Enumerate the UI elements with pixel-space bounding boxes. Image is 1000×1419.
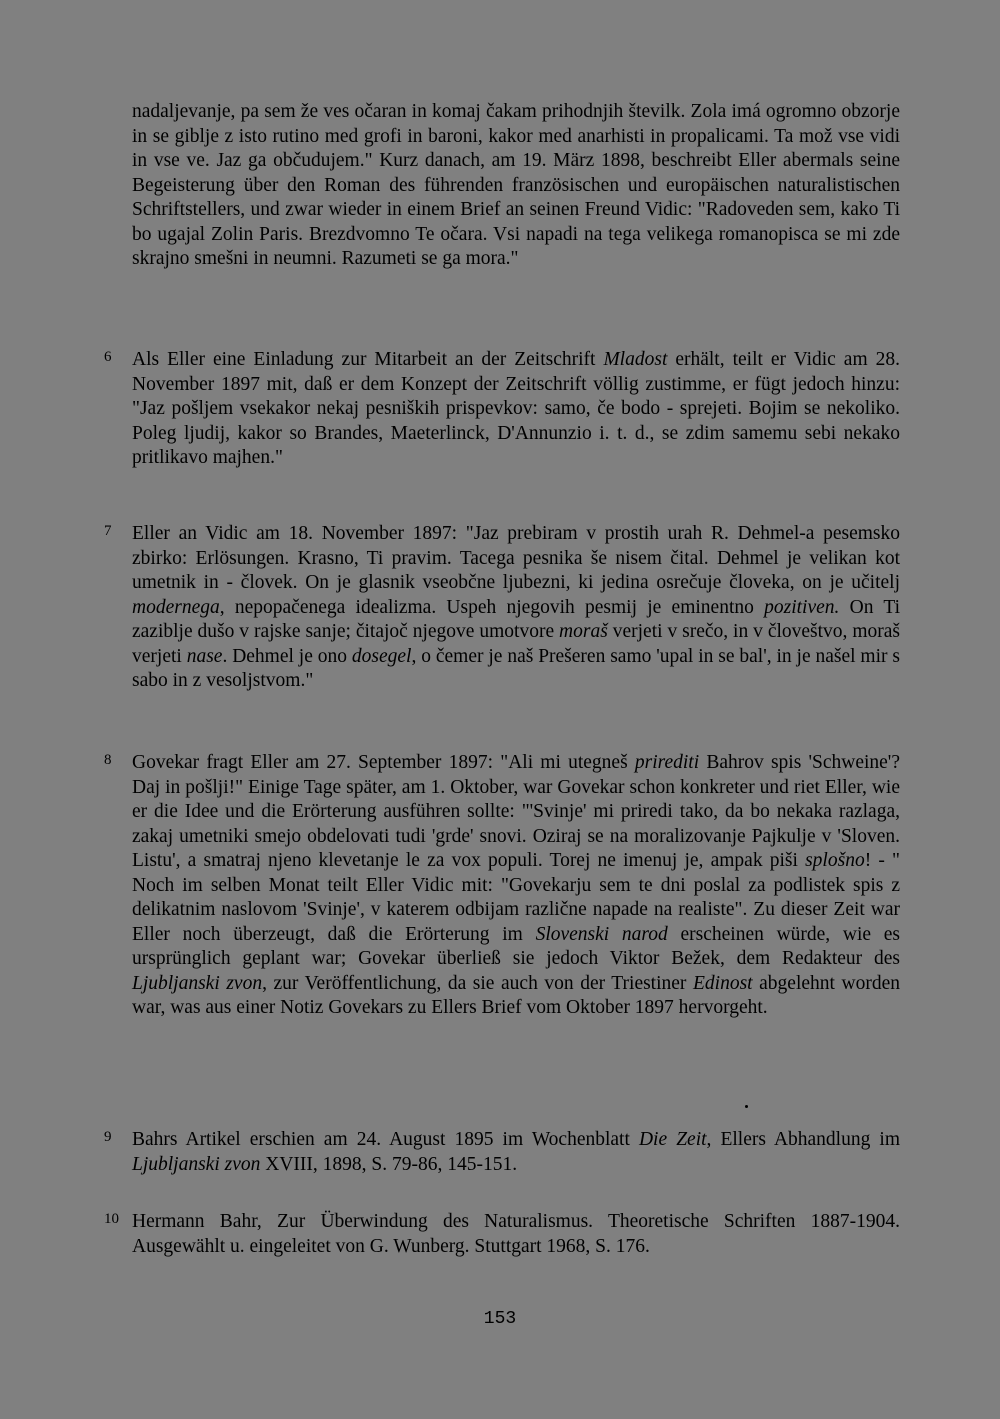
page-number: 153: [483, 1309, 517, 1329]
text-run: Als Eller eine Einladung zur Mitarbeit an der Zeitschrift: [132, 349, 604, 370]
footnote-number-10: 10: [104, 1211, 119, 1227]
text-run: Govekar fragt Eller am 27. September 1897: "Ali mi utegneš: [132, 752, 635, 773]
italic-run: Ljubljanski zvon: [132, 1153, 261, 1175]
footnote-number-8: 8: [104, 752, 112, 768]
continuation-text: nadaljevanje, pa sem že ves očaran in komaj čakam prihodnjih številk. Zola imá ogromno obzorje in se giblje z isto rutino med grofi in baroni, kakor med anarhisti in propalicami. Ta mož vse vidi in vse ve. Jaz ga občudujem." Kurz danach, am 19. März 1898, beschreibt Eller abermals seine Begeisterung über den Roman des führenden französischen und europäischen naturalistischen Schriftstellers, und zwar wieder in einem Brief an seinen Freund Vidic: "Radoveden sem, kako Ti bo ugajal Zolin Paris. Brezdvomno Te očara. Vsi napadi na tega velikega romanopisca se mi zde skrajno smešni in neumni. Razumeti se ga mora.": [132, 101, 900, 269]
footnote-number-6: 6: [104, 349, 112, 365]
text-run: Bahrs Artikel erschien am 24. August 1895 im Wochenblatt: [132, 1129, 639, 1150]
italic-run: Mladost: [603, 349, 668, 370]
stray-dot: [745, 1105, 748, 1108]
italic-run: splošno: [805, 850, 865, 871]
text-run: On Ti zaziblje dušo v rajske sanje; čitajoč njegove umotvore: [132, 596, 901, 642]
footnote-6: [132, 348, 900, 471]
footnote-number-7: 7: [104, 523, 112, 539]
text-run: Bahrov spis 'Schweine'? Daj in pošlji!" Einige Tage später, am 1. Oktober, war Govekar schon konkreter und riet Eller, wie er die Idee und die Erörterung ausführen sollte: "'Svinje' mi priredi tako, da bo nekaka razlaga, zakaj umetniki smejo obdelovati tudi 'grde' snovi. Oziraj se na moralizovanje Pajkulje v 'Sloven. Listu', a smatraj njeno klevetanje le za vox populi. Torej ne imenuj je, ampak piši: [132, 752, 900, 871]
italic-run: prirediti: [634, 752, 700, 773]
text-run: erscheinen würde, wie es ursprünglich geplant war; Govekar überließ sie jedoch Viktor Bežek, dem Redakteur des: [132, 923, 900, 969]
text-run: , nepopačenega idealizma. Uspeh njegovih pesmij je eminentno: [219, 596, 765, 618]
footnote-10: [132, 1210, 900, 1259]
text-run: verjeti v srečo, in v človeštvo, moraš verjeti: [132, 621, 900, 667]
text-run: . Dehmel je ono: [222, 645, 352, 667]
footnote-number-9: 9: [104, 1129, 112, 1145]
italic-run: moraš: [559, 621, 608, 642]
text-run: Hermann Bahr, Zur Überwindung des Naturalismus. Theoretische Schriften 1887-1904. Ausgewählt u. eingeleitet von G. Wunberg. Stuttgart 1968, S. 176.: [132, 1211, 900, 1257]
italic-run: modernega: [132, 596, 220, 618]
footnote-9: [132, 1128, 900, 1177]
italic-run: Edinost: [692, 972, 753, 994]
footnote-8: [132, 751, 900, 1021]
text-run: XVIII, 1898, S. 79-86, 145-151.: [260, 1153, 518, 1175]
italic-run: pozitiven.: [764, 596, 840, 618]
italic-run: Ljubljanski zvon: [132, 972, 263, 994]
italic-run: Die Zeit: [638, 1129, 707, 1150]
footnote-7: [132, 522, 900, 694]
text-run: abgelehnt worden war, was aus einer Notiz Govekars zu Ellers Brief vom Oktober 1897 hervorgeht.: [132, 972, 900, 1018]
text-run: erhält, teilt er Vidic am 28. November 1897 mit, daß er dem Konzept der Zeitschrift völlig zustimme, er fügt jedoch hinzu: "Jaz pošljem vsekakor nekaj pesniških prispevkov: samo, če bodo - sprejeti. Bojim se nekoliko. Poleg ljudij, kakor so Brandes, Maeterlinck, D'Annunzio i. t. d., se zdim samemu sebi nekako pritlikavo majhen.": [132, 349, 900, 468]
text-run: , Ellers Abhandlung im: [706, 1129, 900, 1150]
italic-run: Slovenski narod: [535, 923, 668, 945]
text-run: Eller an Vidic am 18. November 1897: "Jaz prebiram v prostih urah R. Dehmel-a pesemsko zbirko: Erlösungen. Krasno, Ti pravim. Tacega pesnika še nisem čital. Dehmel je velikan kot umetnik in - človek. On je glasnik vseobčne ljubezni, ki jedina osrečuje človeka, on je učitelj: [132, 523, 900, 593]
italic-run: dosegel: [351, 645, 412, 667]
continuation-paragraph: [132, 100, 900, 272]
text-run: , o čemer je naš Prešeren samo 'upal in se bal', in je našel mir s sabo in z vesoljstvom.": [132, 645, 900, 691]
text-run: ! - " Noch im selben Monat teilt Eller Vidic mit: "Govekarju sem te dni poslal za podlistek spis z delikatnim naslovom 'Svinje', v katerem odbijam različne napade na realiste". Zu dieser Zeit war Eller noch überzeugt, daß die Erörterung im: [132, 850, 900, 945]
italic-run: nase: [186, 645, 223, 667]
text-run: , zur Veröffentlichung, da sie auch von der Triestiner: [262, 972, 693, 994]
